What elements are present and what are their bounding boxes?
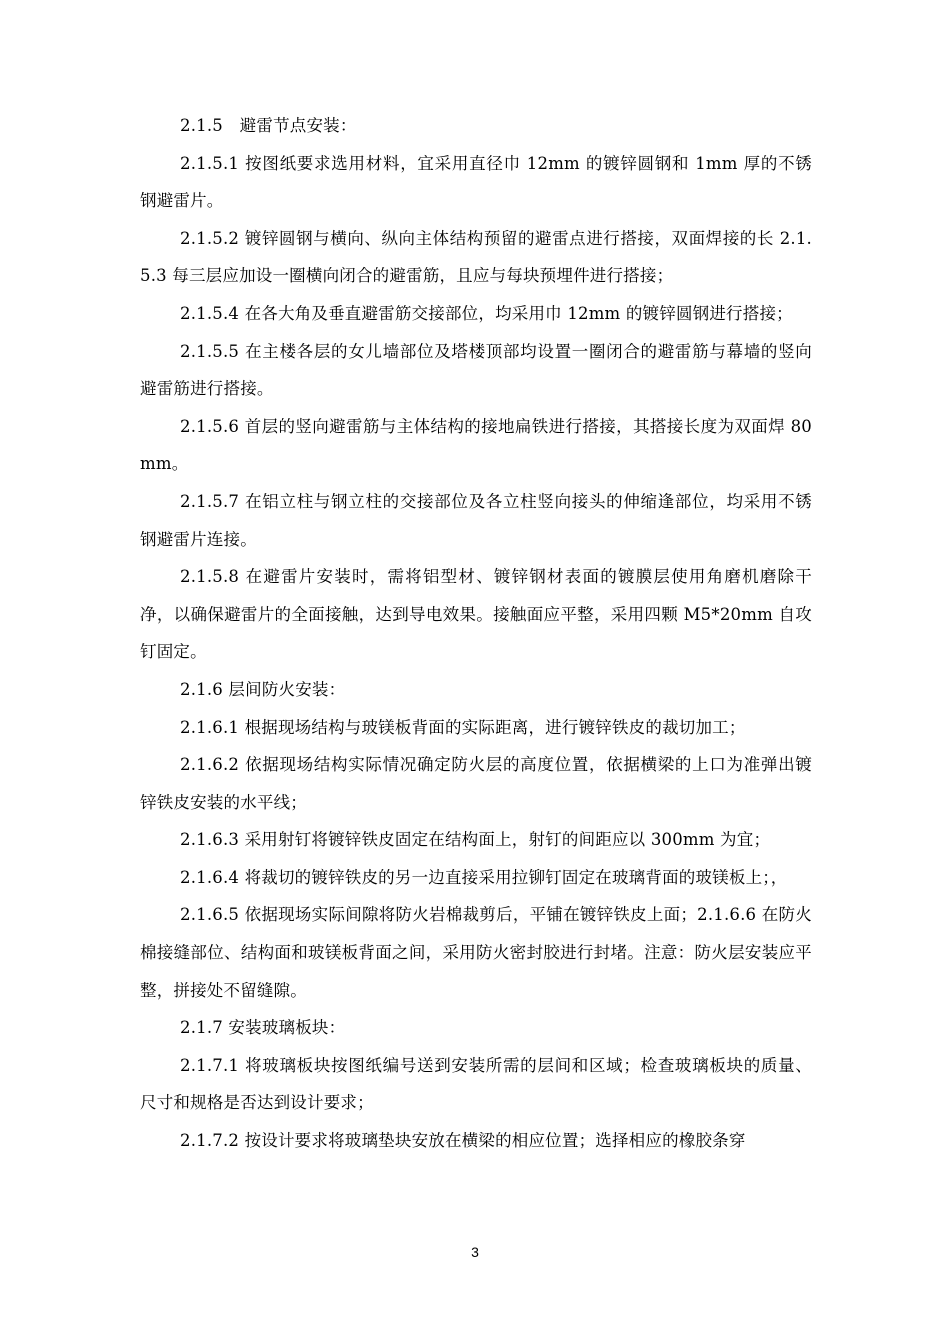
page-number: 3 xyxy=(471,1244,479,1260)
paragraph-2-1-5-8: 2.1.5.8 在避雷片安装时，需将铝型材、镀锌钢材表面的镀膜层使用角磨机磨除干净，以确保避雷片的全面接触，达到导电效果。接触面应平整，采用四颗 M5*20mm 自攻钉固定。 xyxy=(140,567,812,662)
paragraph-2-1-6-4: 2.1.6.4 将裁切的镀锌铁皮的另一边直接采用拉铆钉固定在玻璃背面的玻镁板上；， xyxy=(180,867,788,887)
paragraph-2-1-6-1: 2.1.6.1 根据现场结构与玻镁板背面的实际距离，进行镀锌铁皮的裁切加工； xyxy=(180,717,746,737)
paragraph-2-1-5-6: 2.1.5.6 首层的竖向避雷筋与主体结构的接地扁铁进行搭接，其搭接长度为双面焊 80mm。 xyxy=(140,416,812,474)
paragraph-2-1-6-2: 2.1.6.2 依据现场结构实际情况确定防火层的高度位置，依据横梁的上口为准弹出镀锌铁皮安装的水平线； xyxy=(140,755,812,812)
paragraph-2-1-6-5: 2.1.6.5 依据现场实际间隙将防火岩棉裁剪后，平铺在镀锌铁皮上面；2.1.6.6 在防火棉接缝部位、结构面和玻镁板背面之间，采用防火密封胶进行封堵。注意：防火层安装应平整，拼接处不留缝隙。 xyxy=(140,905,812,1000)
paragraph-2-1-6-3: 2.1.6.3 采用射钉将镀锌铁皮固定在结构面上，射钉的间距应以 300mm 为宜； xyxy=(180,830,771,850)
paragraph-2-1-5-7: 2.1.5.7 在铝立柱与钢立柱的交接部位及各立柱竖向接头的伸缩逢部位，均采用不锈钢避雷片连接。 xyxy=(140,491,812,549)
paragraph-2-1-5-2: 2.1.5.2 镀锌圆钢与横向、纵向主体结构预留的避雷点进行搭接，双面焊接的长 2.1.5.3 每三层应加设一圈横向闭合的避雷筋，且应与每块预埋件进行搭接； xyxy=(140,228,812,286)
document-body xyxy=(140,107,812,1160)
paragraph-2-1-5-4: 2.1.5.4 在各大角及垂直避雷筋交接部位，均采用巾 12mm 的镀锌圆钢进行搭接； xyxy=(180,303,793,323)
section-heading-2-1-5: 2.1.5 避雷节点安装： xyxy=(180,116,357,135)
paragraph-2-1-5-1: 2.1.5.1 按图纸要求选用材料，宜采用直径巾 12mm 的镀锌圆钢和 1mm 厚的不锈钢避雷片。 xyxy=(140,153,812,211)
section-heading-2-1-6: 2.1.6 层间防火安装： xyxy=(180,679,346,699)
paragraph-2-1-5-5: 2.1.5.5 在主楼各层的女儿墙部位及塔楼顶部均设置一圈闭合的避雷筋与幕墙的竖向避雷筋进行搭接。 xyxy=(140,341,812,399)
paragraph-2-1-7-1: 2.1.7.1 将玻璃板块按图纸编号送到安装所需的层间和区域；检查玻璃板块的质量、尺寸和规格是否达到设计要求； xyxy=(140,1055,812,1113)
section-heading-2-1-7: 2.1.7 安装玻璃板块： xyxy=(180,1018,346,1038)
paragraph-2-1-7-2: 2.1.7.2 按设计要求将玻璃垫块安放在横梁的相应位置；选择相应的橡胶条穿 xyxy=(180,1131,746,1151)
